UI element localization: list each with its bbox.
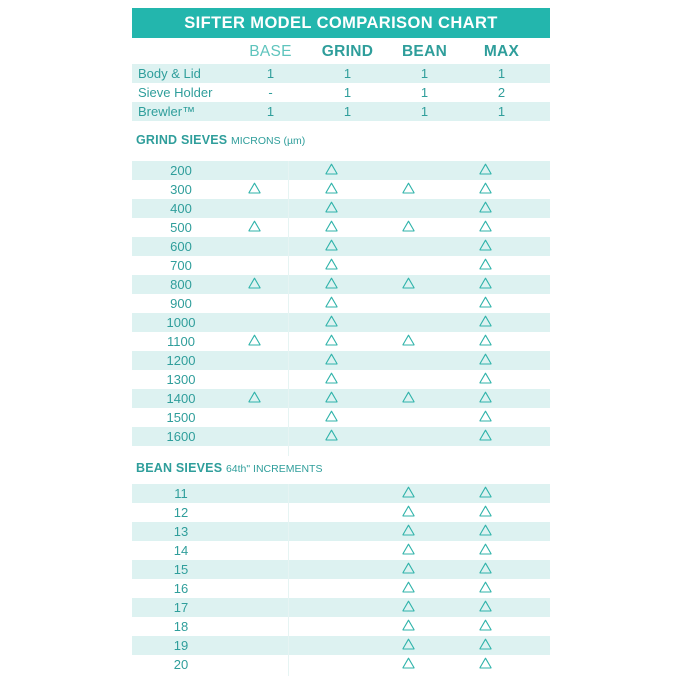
table-row xyxy=(132,579,550,598)
table-row xyxy=(132,180,550,199)
triangle-icon xyxy=(479,353,492,365)
triangle-icon xyxy=(325,429,338,441)
table-row xyxy=(132,218,550,237)
row-label: 20 xyxy=(173,657,189,672)
triangle-icon xyxy=(479,372,492,384)
table-row xyxy=(132,598,550,617)
model-header-grind: GRIND xyxy=(321,43,374,60)
bean-sieves-table xyxy=(132,484,550,674)
triangle-icon xyxy=(402,581,415,593)
cell-mark xyxy=(293,429,370,444)
triangle-icon xyxy=(325,220,338,232)
row-label: 13 xyxy=(173,524,189,539)
cell-mark xyxy=(293,296,370,311)
triangle-icon xyxy=(479,239,492,251)
row-label: 1400 xyxy=(166,391,196,406)
grind-sieves-table xyxy=(132,161,550,446)
row-label: Sieve Holder xyxy=(138,85,213,100)
column-divider-1 xyxy=(288,161,289,456)
row-label: Brewler™ xyxy=(138,104,196,119)
cell-mark xyxy=(447,315,524,330)
triangle-icon xyxy=(402,524,415,536)
triangle-icon xyxy=(479,334,492,346)
cell-mark xyxy=(293,372,370,387)
row-label: 18 xyxy=(173,619,189,634)
cell-value: 2 xyxy=(497,85,506,100)
triangle-icon xyxy=(479,543,492,555)
cell-mark xyxy=(370,638,447,653)
triangle-icon xyxy=(402,562,415,574)
table-row xyxy=(132,275,550,294)
row-label: 11 xyxy=(174,486,188,501)
triangle-icon xyxy=(479,486,492,498)
cell-mark xyxy=(447,277,524,292)
triangle-icon xyxy=(402,657,415,669)
triangle-icon xyxy=(479,258,492,270)
cell-mark xyxy=(370,600,447,615)
cell-mark xyxy=(447,524,524,539)
cell-value: - xyxy=(268,85,273,100)
table-row xyxy=(132,256,550,275)
triangle-icon xyxy=(325,353,338,365)
cell-mark xyxy=(370,486,447,501)
cell-mark xyxy=(447,296,524,311)
triangle-icon xyxy=(325,277,338,289)
table-row xyxy=(132,427,550,446)
bean-section-title: BEAN SIEVES xyxy=(136,461,223,475)
row-label: 800 xyxy=(170,277,192,292)
cell-value: 1 xyxy=(420,104,429,119)
triangle-icon xyxy=(479,562,492,574)
cell-mark xyxy=(447,410,524,425)
row-label: 1200 xyxy=(166,353,196,368)
triangle-icon xyxy=(325,391,338,403)
cell-mark xyxy=(447,600,524,615)
row-label: 19 xyxy=(173,638,189,653)
cell-mark xyxy=(370,334,447,349)
triangle-icon xyxy=(325,201,338,213)
triangle-icon xyxy=(479,524,492,536)
cell-value: 1 xyxy=(497,104,506,119)
table-row xyxy=(132,370,550,389)
triangle-icon xyxy=(325,315,338,327)
cell-mark xyxy=(447,619,524,634)
chart-title-bar xyxy=(132,8,550,38)
cell-value: 1 xyxy=(420,66,429,81)
cell-mark xyxy=(216,182,293,197)
table-row xyxy=(132,64,550,83)
cell-mark xyxy=(447,638,524,653)
triangle-icon xyxy=(402,334,415,346)
cell-mark xyxy=(447,201,524,216)
table-row xyxy=(132,237,550,256)
row-label: 14 xyxy=(173,543,189,558)
triangle-icon xyxy=(479,410,492,422)
triangle-icon xyxy=(402,543,415,555)
triangle-icon xyxy=(402,486,415,498)
cell-mark xyxy=(370,657,447,672)
model-header-bean: BEAN xyxy=(401,43,448,60)
cell-mark xyxy=(216,334,293,349)
cell-mark xyxy=(293,334,370,349)
cell-mark xyxy=(447,486,524,501)
row-label: 900 xyxy=(170,296,192,311)
triangle-icon xyxy=(479,619,492,631)
triangle-icon xyxy=(248,277,261,289)
row-label: 12 xyxy=(173,505,189,520)
triangle-icon xyxy=(479,201,492,213)
row-label: 16 xyxy=(173,581,189,596)
cell-mark xyxy=(216,277,293,292)
cell-mark xyxy=(447,543,524,558)
cell-mark xyxy=(447,429,524,444)
cell-mark xyxy=(447,163,524,178)
cell-mark xyxy=(293,163,370,178)
table-row xyxy=(132,294,550,313)
table-row xyxy=(132,102,550,121)
triangle-icon xyxy=(402,505,415,517)
triangle-icon xyxy=(402,182,415,194)
triangle-icon xyxy=(479,429,492,441)
triangle-icon xyxy=(248,391,261,403)
cell-mark xyxy=(447,334,524,349)
triangle-icon xyxy=(479,296,492,308)
table-row xyxy=(132,389,550,408)
triangle-icon xyxy=(479,657,492,669)
table-row xyxy=(132,83,550,102)
cell-mark xyxy=(447,353,524,368)
grind-section-units: MICRONS (µm) xyxy=(231,135,306,147)
row-label: 1500 xyxy=(166,410,196,425)
triangle-icon xyxy=(248,182,261,194)
model-header-row xyxy=(132,40,550,64)
table-row xyxy=(132,541,550,560)
triangle-icon xyxy=(479,505,492,517)
triangle-icon xyxy=(402,638,415,650)
row-label: 300 xyxy=(170,182,192,197)
cell-value: 1 xyxy=(497,66,506,81)
triangle-icon xyxy=(402,391,415,403)
cell-mark xyxy=(370,182,447,197)
row-label: 15 xyxy=(173,562,189,577)
cell-mark xyxy=(370,391,447,406)
cell-value: 1 xyxy=(343,104,352,119)
bean-section-heading xyxy=(136,461,322,475)
cell-value: 1 xyxy=(343,85,352,100)
grind-section-heading xyxy=(136,133,305,147)
row-label: Body & Lid xyxy=(138,66,201,81)
cell-mark xyxy=(293,182,370,197)
triangle-icon xyxy=(402,619,415,631)
table-row xyxy=(132,655,550,674)
triangle-icon xyxy=(248,334,261,346)
row-label: 1100 xyxy=(167,334,195,349)
triangle-icon xyxy=(248,220,261,232)
cell-mark xyxy=(447,562,524,577)
triangle-icon xyxy=(325,296,338,308)
table-row xyxy=(132,560,550,579)
cell-mark xyxy=(370,543,447,558)
row-label: 1300 xyxy=(166,372,196,387)
table-row xyxy=(132,503,550,522)
cell-mark xyxy=(370,581,447,596)
cell-value: 1 xyxy=(420,85,429,100)
model-header-base: BASE xyxy=(249,43,292,60)
triangle-icon xyxy=(325,258,338,270)
cell-mark xyxy=(293,410,370,425)
cell-mark xyxy=(370,524,447,539)
table-row xyxy=(132,617,550,636)
table-row xyxy=(132,636,550,655)
cell-mark xyxy=(447,258,524,273)
cell-value: 1 xyxy=(266,66,275,81)
triangle-icon xyxy=(402,220,415,232)
cell-mark xyxy=(370,505,447,520)
cell-mark xyxy=(447,372,524,387)
parts-table xyxy=(132,64,550,121)
cell-mark xyxy=(293,258,370,273)
cell-mark xyxy=(447,182,524,197)
triangle-icon xyxy=(479,163,492,175)
cell-mark xyxy=(447,505,524,520)
triangle-icon xyxy=(325,239,338,251)
cell-mark xyxy=(293,353,370,368)
cell-mark xyxy=(447,657,524,672)
triangle-icon xyxy=(479,600,492,612)
cell-mark xyxy=(370,277,447,292)
row-label: 1600 xyxy=(166,429,196,444)
table-row xyxy=(132,522,550,541)
row-label: 700 xyxy=(170,258,192,273)
cell-mark xyxy=(370,562,447,577)
row-label: 600 xyxy=(170,239,192,254)
row-label: 1000 xyxy=(166,315,196,330)
triangle-icon xyxy=(479,220,492,232)
table-row xyxy=(132,313,550,332)
row-label: 17 xyxy=(173,600,189,615)
triangle-icon xyxy=(325,163,338,175)
cell-mark xyxy=(293,239,370,254)
cell-mark xyxy=(293,315,370,330)
table-row xyxy=(132,199,550,218)
bean-section-units: 64th" INCREMENTS xyxy=(225,463,323,475)
cell-mark xyxy=(447,239,524,254)
cell-value: 1 xyxy=(343,66,352,81)
cell-mark xyxy=(293,391,370,406)
triangle-icon xyxy=(325,410,338,422)
triangle-icon xyxy=(479,182,492,194)
triangle-icon xyxy=(325,372,338,384)
triangle-icon xyxy=(325,334,338,346)
row-label: 200 xyxy=(170,163,192,178)
page-title: SIFTER MODEL COMPARISON CHART xyxy=(184,13,498,32)
table-row xyxy=(132,161,550,180)
table-row xyxy=(132,484,550,503)
table-row xyxy=(132,408,550,427)
cell-mark xyxy=(370,619,447,634)
cell-mark xyxy=(293,220,370,235)
triangle-icon xyxy=(325,182,338,194)
triangle-icon xyxy=(479,277,492,289)
cell-mark xyxy=(447,391,524,406)
cell-mark xyxy=(216,391,293,406)
cell-mark xyxy=(293,201,370,216)
cell-mark xyxy=(216,220,293,235)
cell-value: 1 xyxy=(266,104,275,119)
cell-mark xyxy=(370,220,447,235)
cell-mark xyxy=(447,220,524,235)
column-divider-2 xyxy=(288,484,289,676)
row-label: 500 xyxy=(170,220,192,235)
triangle-icon xyxy=(402,600,415,612)
grind-section-title: GRIND SIEVES xyxy=(136,133,228,147)
triangle-icon xyxy=(479,638,492,650)
triangle-icon xyxy=(479,391,492,403)
cell-mark xyxy=(293,277,370,292)
triangle-icon xyxy=(479,315,492,327)
table-row xyxy=(132,332,550,351)
cell-mark xyxy=(447,581,524,596)
triangle-icon xyxy=(402,277,415,289)
table-row xyxy=(132,351,550,370)
model-header-max: MAX xyxy=(483,43,520,60)
row-label: 400 xyxy=(170,201,192,216)
triangle-icon xyxy=(479,581,492,593)
